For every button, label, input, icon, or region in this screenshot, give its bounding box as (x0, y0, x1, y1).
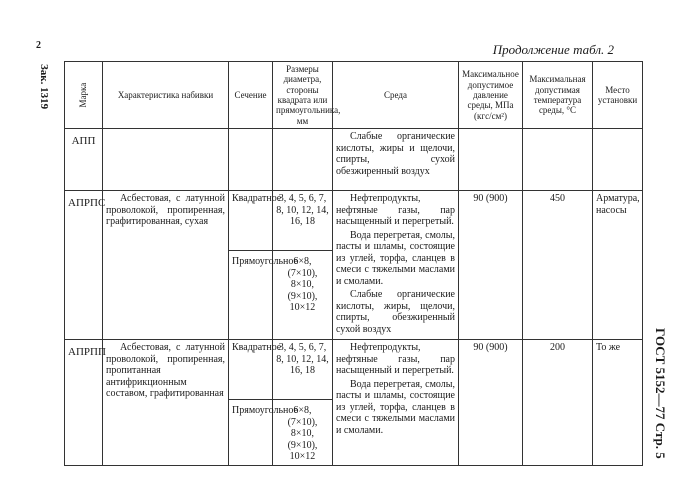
header-packing: Характеристика набивки (103, 62, 229, 129)
medium-cell: Слабые органические кислоты, жиры и щелочи, спирты, сухой обезжиренный воздух (333, 129, 459, 191)
medium-text-3: Слабые органические кислоты, жиры, щелочи, спирты, обезжиренный сухой воздух (336, 289, 455, 335)
sizes-cell (273, 340, 333, 466)
sizes-square: 3, 4, 5, 6, 7, 8, 10, 12, 14, 16, 18 (273, 340, 332, 400)
table-row (65, 340, 643, 466)
place-cell (593, 129, 643, 191)
table-header-row (65, 62, 643, 129)
header-sizes: Размеры диаметра, стороны квадрата или прямоугольника, мм (273, 62, 333, 129)
mark-cell: АПП (65, 129, 103, 191)
place-cell: Арматура, насосы (593, 191, 643, 340)
place-cell: То же (593, 340, 643, 466)
medium-text-2: Вода перегретая, смолы, пасты и шламы, состоящие из углей, торфа, сланцев в смеси с тяжелыми маслами и смолами. (336, 378, 455, 436)
header-temperature: Максимальная допустимая температура среды, °С (523, 62, 593, 129)
table-continuation-label: Продолжение табл. 2 (492, 42, 614, 57)
medium-text-1: Нефтепродукты, нефтяные газы, пар насыщенный и перегретый. (336, 193, 455, 228)
section-rectangular: Прямоугольное (232, 405, 298, 417)
medium-cell (333, 191, 459, 340)
medium-text-1: Нефтепродукты, нефтяные газы, пар насыщенный и перегретый. (336, 342, 455, 377)
mark-cell: АПРПС (65, 191, 103, 340)
table-row (65, 191, 643, 340)
pressure-cell (459, 129, 523, 191)
packing-cell: Асбестовая, с латунной проволокой, пропиренная, пропитанная антифрикционным составом, графитированная (103, 340, 229, 466)
section-cell (229, 191, 298, 340)
header-pressure: Максимальное допустимое давление среды, МПа (кгс/см²) (459, 62, 523, 129)
temperature-cell: 450 (523, 191, 593, 340)
standard-reference: ГОСТ 5152—77 Стр. 5 (653, 328, 668, 459)
section-square: Квадратное (229, 191, 272, 251)
header-medium: Среда (333, 62, 459, 129)
packing-cell: Асбестовая, с латунной проволокой, пропиренная, графитированная, сухая (103, 191, 229, 340)
medium-text-2: Вода перегретая, смолы, пасты и шламы, состоящие из углей, торфа, сланцев в смеси с тяжелыми маслами и смолами. (336, 229, 455, 287)
header-place: Место установки (593, 62, 643, 129)
pressure-cell: 90 (900) (459, 340, 523, 466)
section-square: Квадратное (229, 340, 272, 400)
section-rectangular: Прямоугольное (232, 256, 298, 268)
header-section: Сечение (229, 62, 273, 129)
section-cell (229, 340, 298, 466)
packing-table (64, 61, 643, 466)
sizes-rectangular: 6×8, (7×10), 8×10, (9×10), 10×12 (287, 405, 318, 463)
section-cell (229, 129, 273, 191)
header-mark: Марка (65, 62, 103, 129)
sizes-rectangular: 6×8, (7×10), 8×10, (9×10), 10×12 (287, 256, 318, 314)
page-number: 2 (36, 40, 41, 51)
mark-cell: АПРПП (65, 340, 103, 466)
sizes-cell (273, 129, 333, 191)
medium-cell (333, 340, 459, 466)
order-number: Зак. 1319 (38, 64, 50, 110)
temperature-cell: 200 (523, 340, 593, 466)
pressure-cell: 90 (900) (459, 191, 523, 340)
packing-cell (103, 129, 229, 191)
temperature-cell (523, 129, 593, 191)
table-row (65, 129, 643, 191)
sizes-square: 3, 4, 5, 6, 7, 8, 10, 12, 14, 16, 18 (273, 191, 332, 251)
